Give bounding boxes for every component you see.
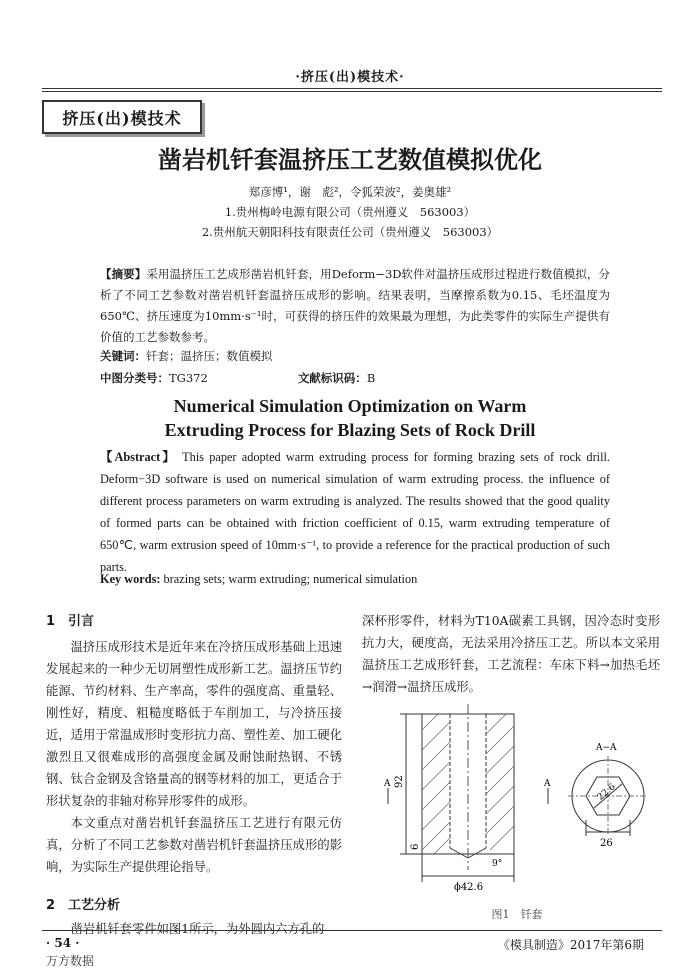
keywords-cn — [100, 346, 610, 367]
classification-line — [100, 368, 610, 389]
header-rule-thin — [42, 91, 662, 92]
keywords-en-label: Key words: — [100, 572, 161, 586]
doc-code-label: 文献标识码： — [297, 371, 367, 385]
dim-hex-inner-label: 22.6 — [595, 782, 618, 803]
section-2-heading: 2 工艺分析 — [46, 898, 121, 913]
left-column — [46, 608, 342, 940]
dim-diameter-label: ϕ42.6 — [454, 882, 484, 893]
section-1-para-2: 本文重点对凿岩机钎套温挤压工艺进行有限元仿真，分析了不同工艺参数对凿岩机钎套温挤压成形的影响，为实际生产提供理论指导。 — [46, 816, 342, 874]
page-number: · 54 · — [46, 936, 80, 950]
abstract-en-label: 【Abstract】 — [100, 450, 177, 464]
keywords-en — [100, 568, 610, 590]
affiliation-1: 1.贵州梅岭电源有限公司（贵州遵义 563003） — [224, 205, 476, 219]
section-1-body — [46, 636, 342, 878]
paper-title-en-line2: Extruding Process for Blazing Sets of Rock Drill — [164, 420, 536, 440]
abstract-en-text: This paper adopted warm extruding process for forming brazing sets of rock drill. Deform−3D software is used on numerical simulation of warm extruding process. the influence of different process parameters on warm extruding is analyzed. The results showed that the good quality of formed parts can be obtained with friction coefficient of 0.15, warm extruding temperature of 650℃, warm extrusion speed of 10mm·s⁻¹, to provide a reference for the practical production of such parts. — [100, 450, 611, 574]
paper-title-en-line1: Numerical Simulation Optimization on Warm — [173, 396, 527, 416]
section-mark-right: A — [544, 779, 551, 789]
section-2-para-1: 凿岩机钎套零件如图1所示，为外圆内六方孔的 — [70, 922, 325, 936]
figure-1 — [372, 700, 662, 920]
authors: 郑彦博¹，谢 彪²，令狐荣波²，姜奥雄² — [248, 185, 452, 199]
abstract-cn-label: 【摘要】 — [100, 267, 147, 281]
section-1-heading: 1 引言 — [46, 614, 95, 629]
section-mark-left: A — [384, 779, 391, 789]
abstract-en — [100, 446, 610, 578]
keywords-cn-label: 关键词： — [100, 349, 146, 363]
dim-height-label: 92 — [394, 775, 405, 788]
doc-code-value: B — [366, 371, 376, 385]
column-badge: 挤压(出)模技术 — [42, 100, 202, 134]
watermark: 万方数据 — [46, 954, 95, 968]
clc-label: 中图分类号： — [100, 371, 169, 385]
section-title: A−A — [596, 743, 617, 753]
footer-rule — [42, 930, 662, 931]
keywords-en-text: brazing sets; warm extruding; numerical simulation — [163, 572, 418, 586]
figure-1-drawing — [372, 700, 662, 920]
running-head: ·挤压(出)模技术· — [295, 70, 405, 85]
abstract-cn — [100, 264, 610, 348]
paper-title-cn: 凿岩机钎套温挤压工艺数值模拟优化 — [158, 146, 542, 174]
section-2-body — [46, 918, 342, 940]
affiliation-2: 2.贵州航天朝阳科技有限责任公司（贵州遵义 563003） — [201, 225, 499, 239]
abstract-cn-text: 采用温挤压工艺成形凿岩机钎套，用Deform−3D软件对温挤压成形过程进行数值模拟，分析了不同工艺参数对凿岩机钎套温挤压成形的影响。结果表明，当摩擦系数为0.15、毛坯温度为650℃、挤压速度为10mm·s⁻¹时，可获得的挤压件的效果最为理想，为此类零件的实际生产提供有价值的工艺参数参考。 — [100, 267, 611, 344]
journal-info: 《模具制造》2017年第6期 — [497, 938, 644, 952]
figure-1-caption: 图1 钎套 — [491, 908, 543, 921]
dim-angle-label: 9° — [492, 859, 503, 869]
dim-bottom-label: 6 — [410, 843, 421, 850]
clc-value: TG372 — [169, 371, 208, 385]
dim-hex-width-label: 26 — [600, 838, 613, 849]
header-rule — [42, 88, 662, 89]
right-column-text: 深杯形零件，材料为T10A碳素工具钢，因冷态时变形抗力大，硬度高，无法采用冷挤压工艺。所以本文采用温挤压工艺成形钎套，工艺流程：车床下料→加热毛坯→润滑→温挤压成形。 — [362, 614, 660, 694]
section-1-para-1: 温挤压成形技术是近年来在冷挤压成形基础上迅速发展起来的一种少无切屑塑性成形新工艺。温挤压节约能源、节约材料、生产率高，零件的强度高、重量轻、刚性好，精度、粗糙度略低于车削加工，与冷挤压接近，适用于常温成形时变形抗力高、塑性差、加工硬化激烈且又很难成形的高强度金属及耐蚀耐热钢、不锈钢、钛合金钢及含铬量高的钢等材料的加工，更适合于形状复杂的非轴对称异形零件的成形。 — [46, 640, 342, 808]
keywords-cn-text: 钎套；温挤压；数值模拟 — [146, 349, 273, 363]
